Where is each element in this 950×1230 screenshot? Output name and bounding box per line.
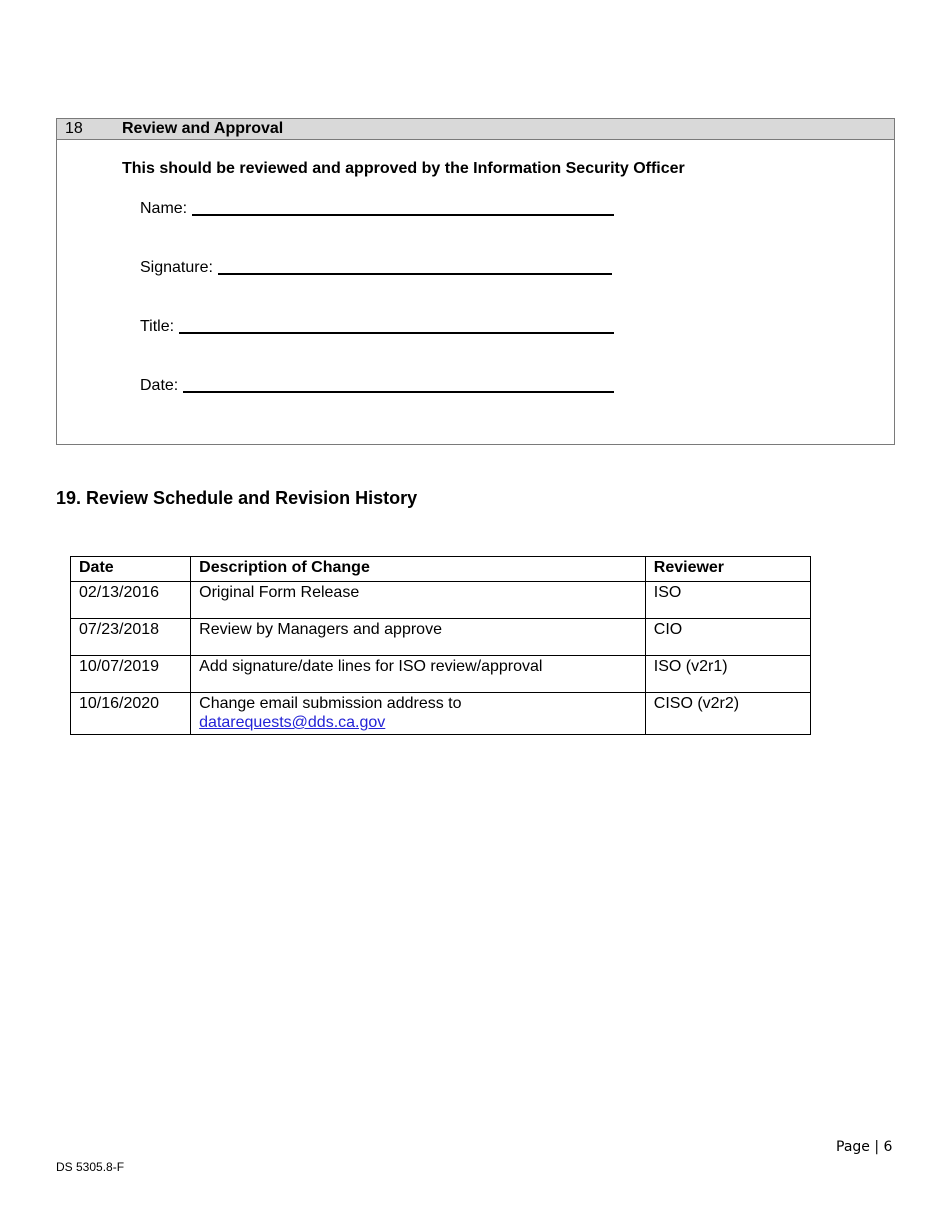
column-header-reviewer: Reviewer bbox=[645, 557, 810, 582]
date-line[interactable] bbox=[183, 391, 614, 393]
approval-instruction: This should be reviewed and approved by the Information Security Officer bbox=[122, 160, 685, 177]
signature-label: Signature: bbox=[140, 259, 213, 276]
row-description: Original Form Release bbox=[191, 582, 646, 619]
row-reviewer: CISO (v2r2) bbox=[645, 693, 810, 735]
title-line[interactable] bbox=[179, 332, 614, 334]
revision-history-table bbox=[70, 556, 811, 735]
row-description: Change email submission address to bbox=[199, 695, 462, 712]
row-description: Add signature/date lines for ISO review/approval bbox=[191, 656, 646, 693]
signature-line[interactable] bbox=[218, 273, 612, 275]
title-field[interactable] bbox=[140, 315, 614, 337]
row-reviewer: ISO (v2r1) bbox=[645, 656, 810, 693]
page-number: Page | 6 bbox=[836, 1139, 893, 1155]
table-row bbox=[71, 619, 811, 656]
table-row bbox=[71, 693, 811, 735]
row-reviewer: CIO bbox=[645, 619, 810, 656]
section-title: Review and Approval bbox=[122, 120, 284, 137]
table-row bbox=[71, 656, 811, 693]
date-field[interactable] bbox=[140, 374, 614, 396]
row-description: Review by Managers and approve bbox=[191, 619, 646, 656]
column-header-description: Description of Change bbox=[191, 557, 646, 582]
row-reviewer: ISO bbox=[645, 582, 810, 619]
name-label: Name: bbox=[140, 200, 188, 217]
name-line[interactable] bbox=[192, 214, 614, 216]
form-code: DS 5305.8-F bbox=[56, 1160, 125, 1174]
column-header-date: Date bbox=[71, 557, 191, 582]
name-field[interactable] bbox=[140, 197, 614, 219]
email-link[interactable]: datarequests@dds.ca.gov bbox=[199, 714, 386, 731]
row-date: 07/23/2018 bbox=[71, 619, 191, 656]
table-row bbox=[71, 582, 811, 619]
row-date: 02/13/2016 bbox=[71, 582, 191, 619]
section-header-bar bbox=[57, 119, 894, 140]
row-description-cell bbox=[191, 693, 646, 735]
signature-field[interactable] bbox=[140, 256, 612, 278]
section-number: 18 bbox=[65, 120, 83, 137]
title-label: Title: bbox=[140, 318, 175, 335]
row-date: 10/07/2019 bbox=[71, 656, 191, 693]
table-header-row bbox=[71, 557, 811, 582]
review-approval-section bbox=[56, 118, 895, 445]
revision-history-heading: 19. Review Schedule and Revision History bbox=[56, 488, 418, 508]
date-label: Date: bbox=[140, 377, 179, 394]
row-date: 10/16/2020 bbox=[71, 693, 191, 735]
